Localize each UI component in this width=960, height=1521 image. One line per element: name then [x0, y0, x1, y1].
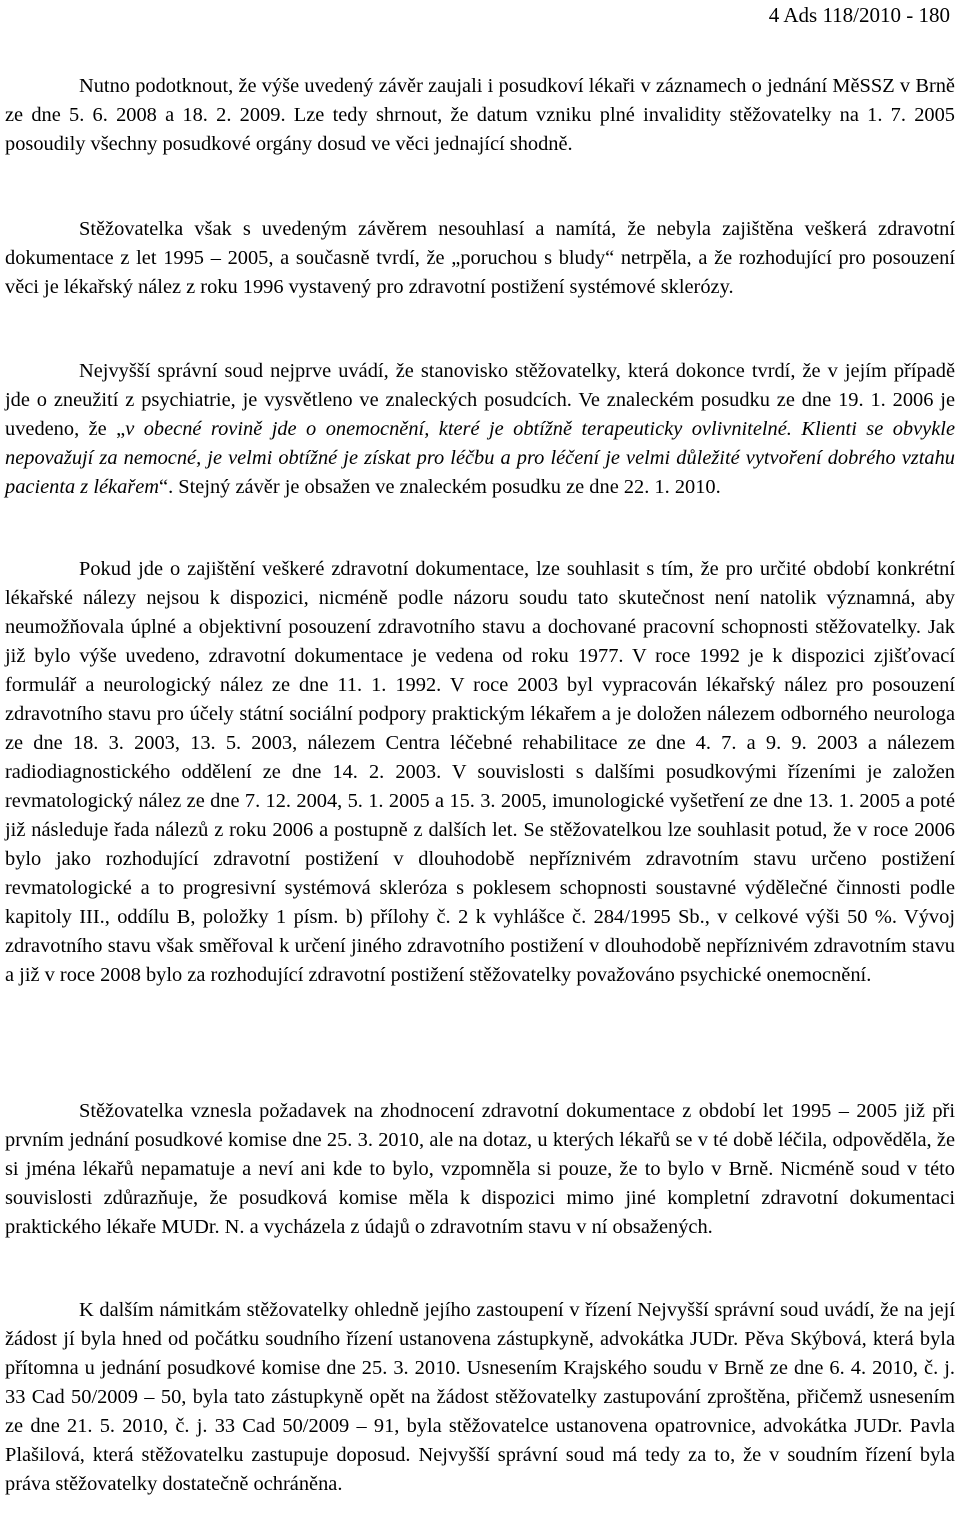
paragraph-4 — [5, 555, 955, 990]
paragraph-3-text-after: “. Stejný závěr je obsažen ve znaleckém posudku ze dne 22. 1. 2010. — [159, 476, 721, 498]
paragraph-3-text-before: Nejvyšší správní soud nejprve uvádí, že stanovisko stěžovatelky, která dokonce tvrdí, že v jejím případě jde o zneužití z psychiatrie, je vysvětleno ve znaleckých posudcích. Ve znaleckém posudku ze dne 19. 1. 2006 je uvedeno, že „ — [5, 360, 955, 440]
expert-opinion-quote: v obecné rovině jde o onemocnění, které je obtížně terapeuticky ovlivnitelné. Klienti se obvykle nepovažují za nemocné, je velmi obtížné je získat pro léčbu a pro léčení je velmi důležité vytvoření dobrého vztahu pacienta z lékařem — [5, 418, 955, 498]
paragraph-6-text: K dalším námitkám stěžovatelky ohledně jejího zastoupení v řízení Nejvyšší správní soud uvádí, že na její žádost jí byla hned od počátku soudního řízení ustanovena zástupkyně, advokátka JUDr. Pěva Skýbová, která byla přítomna u jednání posudkové komise dne 25. 3. 2010. Usnesením Krajského soudu v Brně ze dne 6. 4. 2010, č. j. 33 Cad 50/2009 – 50, byla tato zástupkyně opět na žádost stěžovatelky zastupování zproštěna, přičemž usnesením ze dne 21. 5. 2010, č. j. 33 Cad 50/2009 – 91, byla stěžovatelce ustanovena opatrovnice, advokátka JUDr. Pavla Plašilová, která stěžovatelku zastupuje doposud. Nejvyšší správní soud má tedy za to, že v soudním řízení byla práva stěžovatelky dostatečně ochráněna. — [5, 1299, 955, 1495]
paragraph-2-text: Stěžovatelka však s uvedeným závěrem nesouhlasí a namítá, že nebyla zajištěna veškerá zdravotní dokumentace z let 1995 – 2005, a současně tvrdí, že „poruchou s bludy“ netrpěla, a že rozhodující pro posouzení věci je lékařský nález z roku 1996 vystavený pro zdravotní postižení systémové sklerózy. — [5, 218, 955, 298]
case-reference-header: 4 Ads 118/2010 - 180 — [768, 3, 950, 27]
paragraph-2 — [5, 215, 955, 302]
paragraph-6 — [5, 1296, 955, 1499]
paragraph-5 — [5, 1097, 955, 1242]
paragraph-5-text: Stěžovatelka vznesla požadavek na zhodnocení zdravotní dokumentace z období let 1995 – 2005 již při prvním jednání posudkové komise dne 25. 3. 2010, ale na dotaz, u kterých lékařů se v té době léčila, odpověděla, že si jména lékařů nepamatuje a neví ani kde to bylo, vzpomněla si pouze, že to bylo v Brně. Nicméně soud v této souvislosti zdůrazňuje, že posudková komise měla k dispozici mimo jiné kompletní zdravotní dokumentaci praktického lékaře MUDr. N. a vycházela z údajů o zdravotním stavu v ní obsažených. — [5, 1100, 955, 1238]
paragraph-4-text: Pokud jde o zajištění veškeré zdravotní dokumentace, lze souhlasit s tím, že pro určité období konkrétní lékařské nálezy nejsou k dispozici, nicméně podle názoru soudu tato skutečnost není natolik významná, aby neumožňovala úplné a objektivní posouzení zdravotního stavu a dochované pracovní schopnosti stěžovatelky. Jak již bylo výše uvedeno, zdravotní dokumentace je vedena od roku 1977. V roce 1992 je k dispozici zjišťovací formulář a neurologický nález ze dne 11. 1. 1992. V roce 2003 byl vypracován lékařský nález pro posouzení zdravotního stavu pro účely státní sociální podpory praktickým lékařem a je doložen nálezem odborného neurologa ze dne 18. 3. 2003, 13. 5. 2003, nálezem Centra léčebné rehabilitace ze dne 4. 7. a 9. 9. 2003 a nálezem radiodiagnostického oddělení ze dne 14. 2. 2003. V souvislosti s dalšími posudkovými řízeními je založen revmatologický nález ze dne 7. 12. 2004, 5. 1. 2005 a 15. 3. 2005, imunologické vyšetření ze dne 13. 1. 2005 a poté již následuje řada nálezů z roku 2006 a postupně z dalších let. Se stěžovatelkou lze souhlasit potud, že v roce 2006 bylo jako rozhodující zdravotní postižení v dlouhodobě nepříznivém zdravotním stavu určeno postižení revmatologické a to progresivní systémová skleróza s poklesem schopnosti soustavné výdělečné činnosti podle kapitoly III., oddílu B, položky 1 písm. b) přílohy č. 2 k vyhlášce č. 284/1995 Sb., v celkové výši 50 %. Vývoj zdravotního stavu však směřoval k určení jiného zdravotního postižení v dlouhodobě nepříznivém zdravotním stavu a již v roce 2008 bylo za rozhodující zdravotní postižení stěžovatelky považováno psychické onemocnění. — [5, 558, 955, 986]
paragraph-1-text: Nutno podotknout, že výše uvedený závěr zaujali i posudkoví lékaři v záznamech o jednání MěSSZ v Brně ze dne 5. 6. 2008 a 18. 2. 2009. Lze tedy shrnout, že datum vzniku plné invalidity stěžovatelky na 1. 7. 2005 posoudily všechny posudkové orgány dosud ve věci jednající shodně. — [5, 75, 955, 155]
paragraph-3 — [5, 357, 955, 502]
paragraph-1 — [5, 72, 955, 159]
